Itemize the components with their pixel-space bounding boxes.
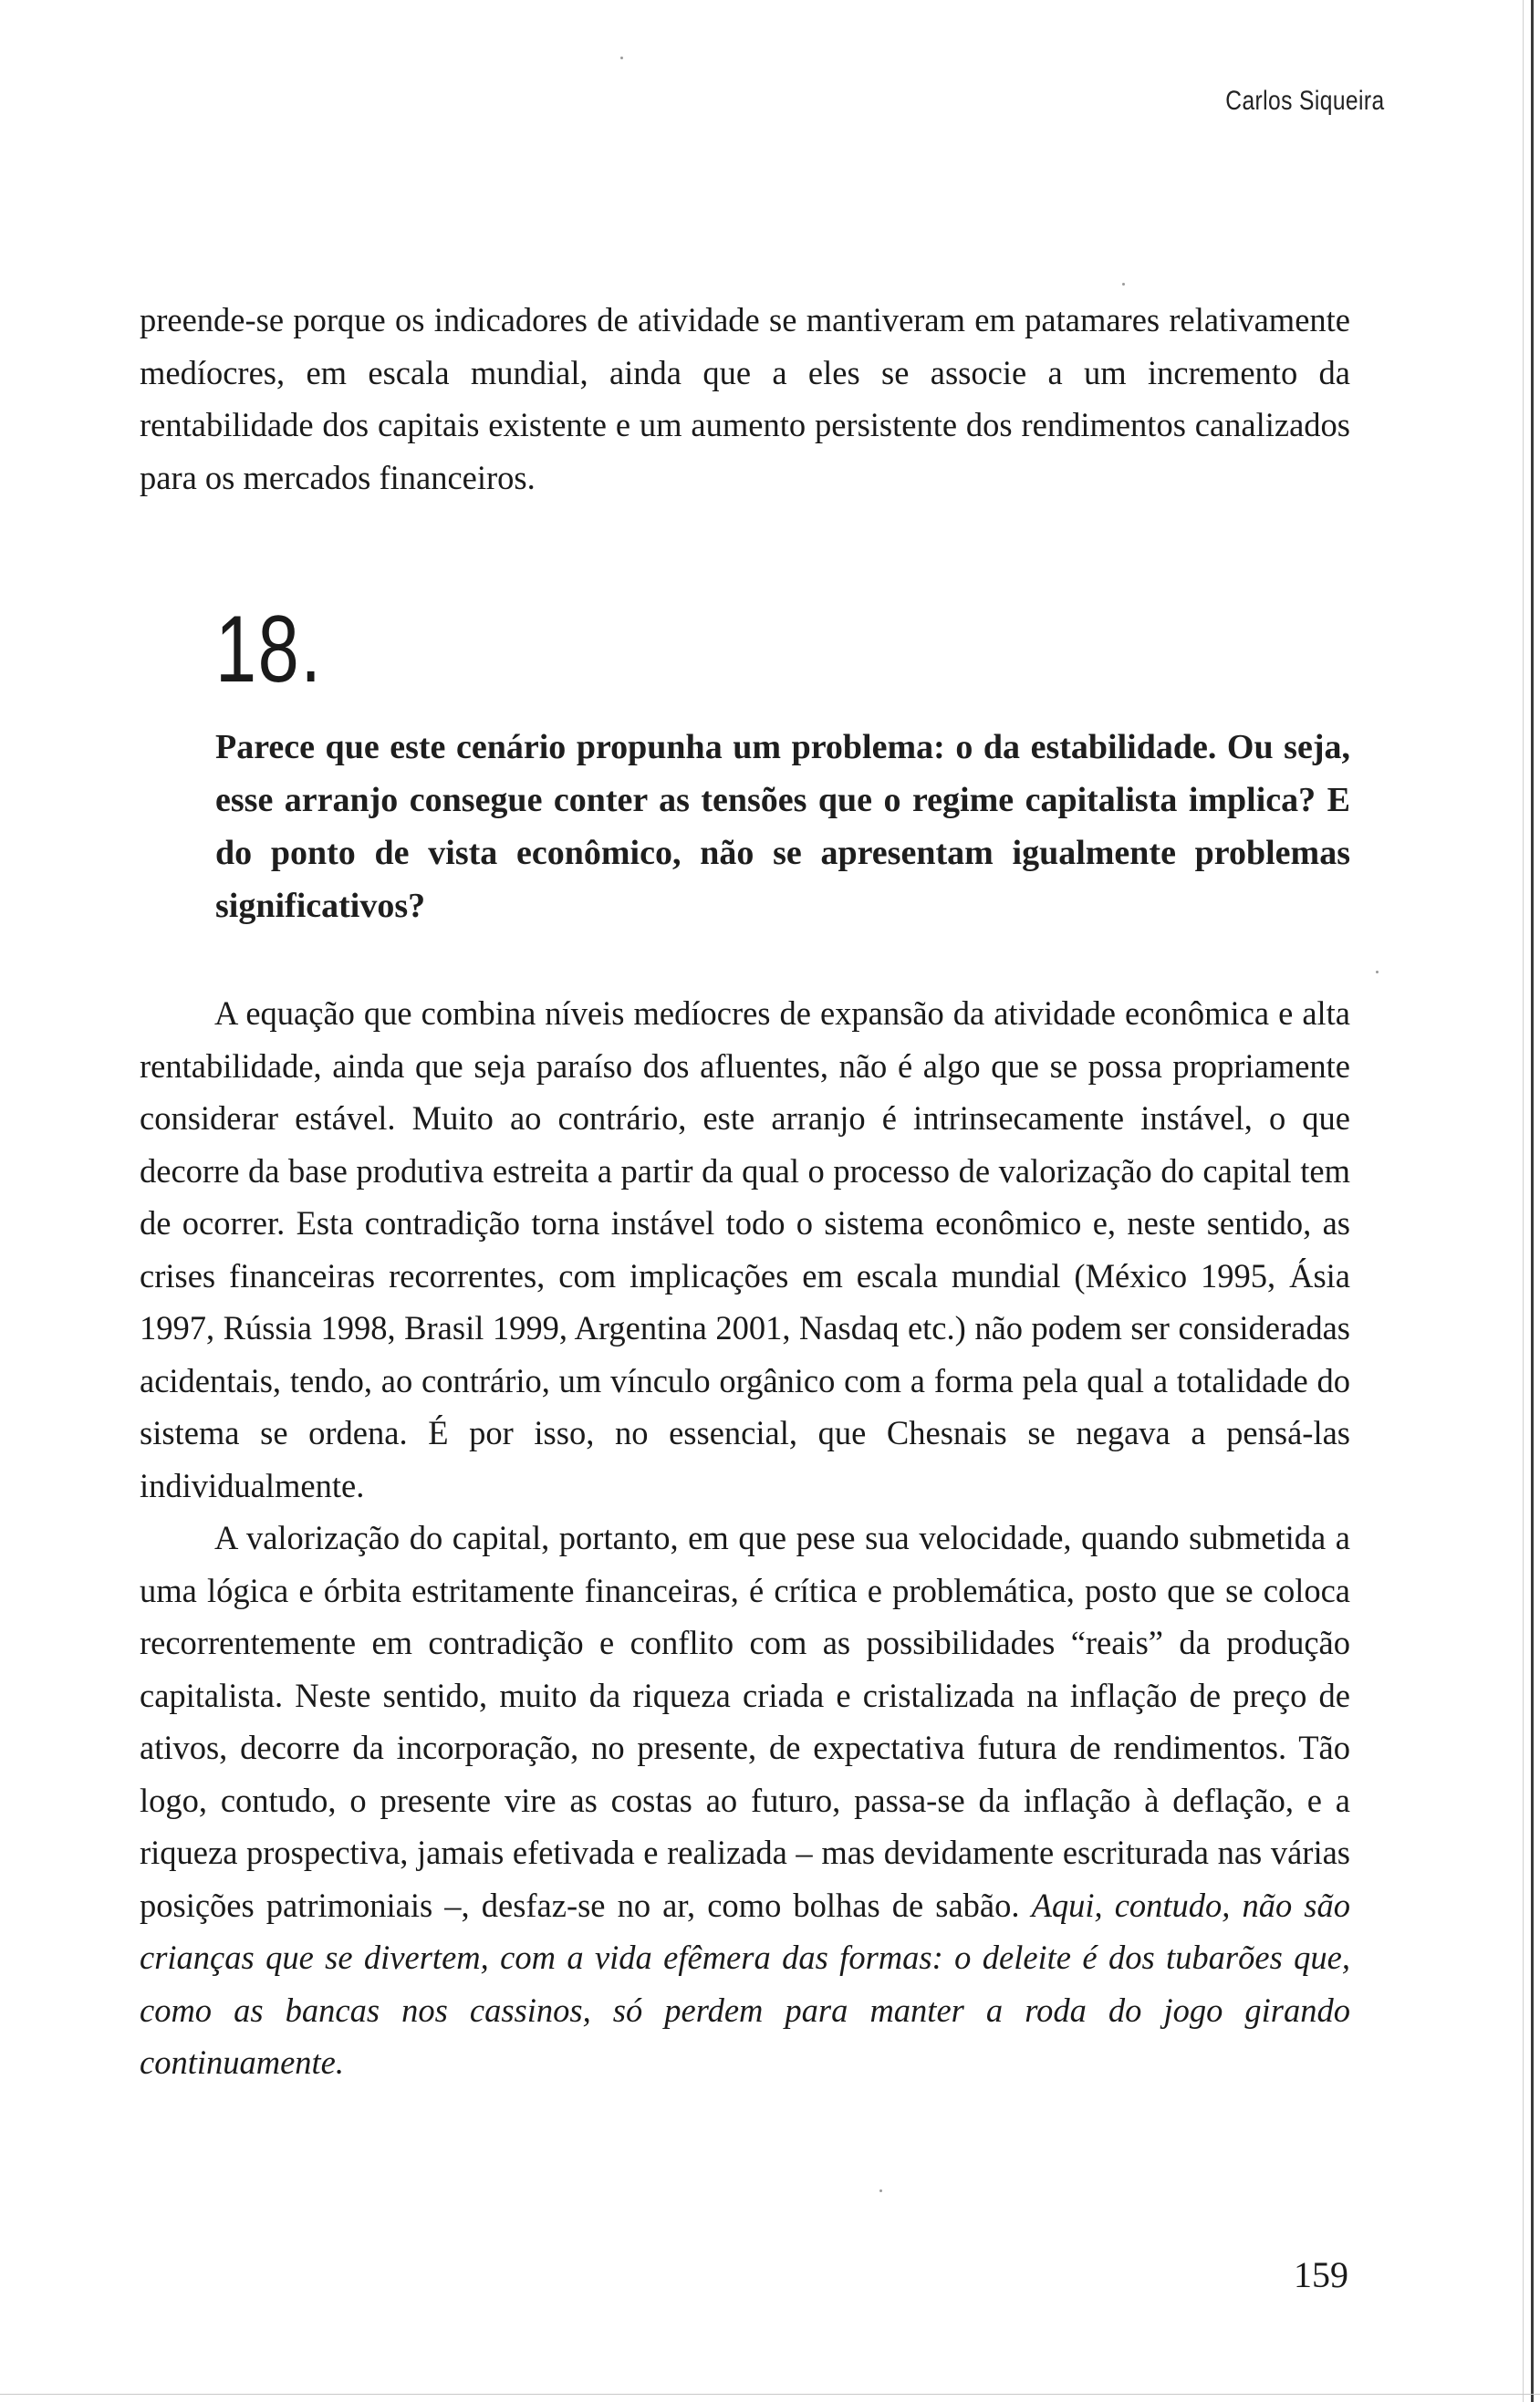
- interview-question: Parece que este cenário propunha um problema: o da estabilidade. Ou seja, esse arranjo consegue conter as tensões que o regime capitalista implica? E do ponto de vista econômico, não se apresentam igualmente problemas significativos?: [215, 728, 1350, 925]
- answer-paragraph-2-italic: Aqui, contudo, não são crianças que se divertem, com a vida efêmera das formas: o deleite é dos tubarões que, como as bancas nos cassinos, só perdem para manter a roda do jogo girando continuamente.: [140, 1886, 1351, 2081]
- answer-text: [140, 987, 1350, 2089]
- page-number: 159: [1294, 2254, 1348, 2295]
- scan-speck: [620, 57, 623, 59]
- answer-paragraph-1: A equação que combina níveis medíocres de expansão da atividade econômica e alta rentabilidade, ainda que seja paraíso dos afluentes, não é algo que se possa propriamente considerar estável. Muito ao contrário, este arranjo é intrinsecamente instável, o que decorre da base produtiva estreita a partir da qual o processo de valorização do capital tem de ocorrer. Esta contradição torna instável todo o sistema econômico e, neste sentido, as crises financeiras recorrentes, com implicações em escala mundial (México 1995, Ásia 1997, Rússia 1998, Brasil 1999, Argentina 2001, Nasdaq etc.) não podem ser consideradas acidentais, tendo, ao contrário, um vínculo orgânico com a forma pela qual a totalidade do sistema se ordena. É por isso, no essencial, que Chesnais se negava a pensá-las individualmente.: [140, 994, 1350, 1504]
- scan-speck: [879, 2189, 882, 2192]
- section-number: 18.: [215, 597, 323, 702]
- running-header-author: Carlos Siqueira: [1225, 86, 1385, 116]
- scan-speck: [1376, 971, 1379, 973]
- intro-paragraph: preende-se porque os indicadores de atividade se mantiveram em patamares relativamente medíocres, em escala mundial, ainda que a eles se associe a um incremento da rentabilidade dos capitais existente e um aumento persistente dos rendimentos canalizados para os mercados financeiros.: [140, 301, 1350, 496]
- answer-paragraph-2-roman: A valorização do capital, portanto, em que pese sua velocidade, quando submetida a uma lógica e órbita estritamente financeiras, é crítica e problemática, posto que se coloca recorrentemente em contradição e conflito com as possibilidades “reais” da produção capitalista. Neste sentido, muito da riqueza criada e cristalizada na inflação de preço de ativos, decorre da incorporação, no presente, de expectativa futura de rendimentos. Tão logo, contudo, o presente vire as costas ao futuro, passa-se da inflação à deflação, e a riqueza prospectiva, jamais efetivada e realizada – mas devidamente escriturada nas várias posições patrimoniais –, desfaz-se no ar, como bolhas de sabão.: [140, 1519, 1350, 1924]
- scan-speck: [1122, 283, 1125, 286]
- page-edge-shadow: [1523, 0, 1524, 2402]
- page-edge-border: [1531, 0, 1534, 2402]
- answer-paragraph-2: [140, 1512, 1350, 2089]
- page-bottom-edge: [0, 2394, 1540, 2395]
